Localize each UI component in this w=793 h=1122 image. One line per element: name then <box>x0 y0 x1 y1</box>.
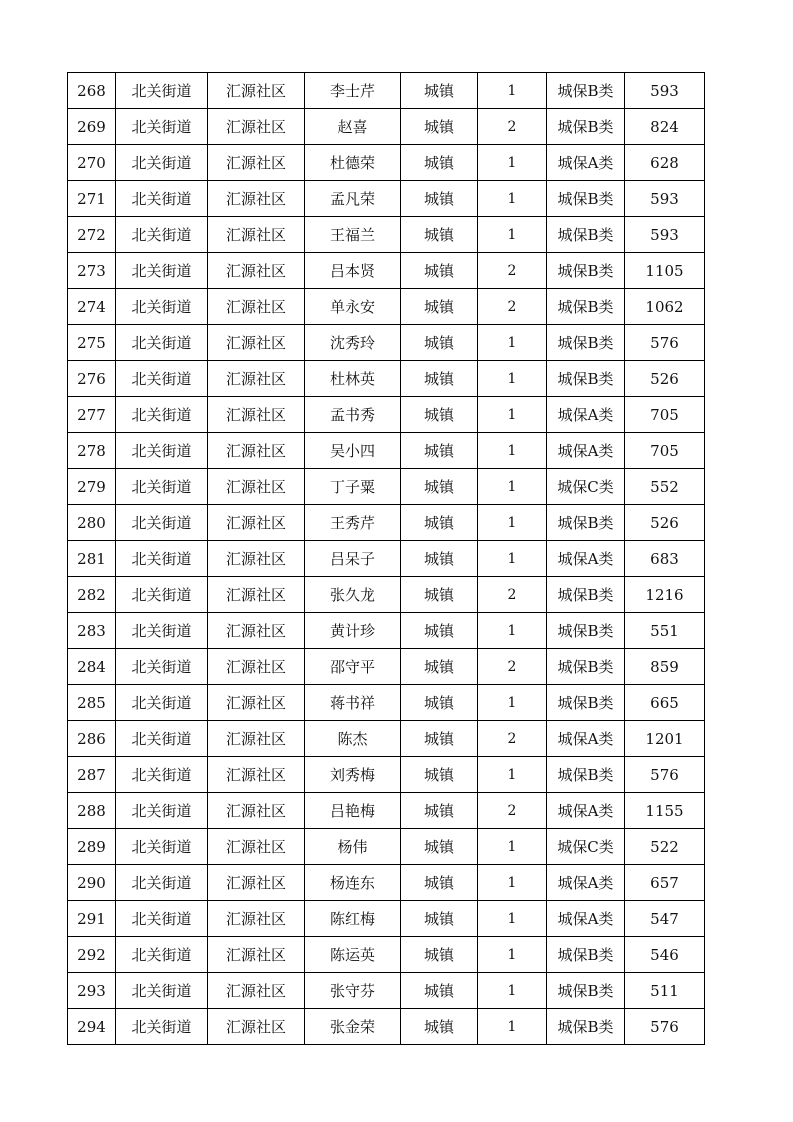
street-cell: 北关街道 <box>116 145 208 181</box>
street-cell: 北关街道 <box>116 253 208 289</box>
amount-cell: 526 <box>625 361 705 397</box>
street-cell: 北关街道 <box>116 577 208 613</box>
table-row <box>68 505 705 541</box>
category-cell: 城保C类 <box>547 469 625 505</box>
amount-cell: 683 <box>625 541 705 577</box>
street-cell: 北关街道 <box>116 1009 208 1045</box>
member-count-cell: 1 <box>478 361 547 397</box>
street-cell: 北关街道 <box>116 757 208 793</box>
member-count-cell: 1 <box>478 505 547 541</box>
row-number: 289 <box>68 829 116 865</box>
amount-cell: 1155 <box>625 793 705 829</box>
row-number: 291 <box>68 901 116 937</box>
name-cell: 黄计珍 <box>305 613 401 649</box>
category-cell: 城保A类 <box>547 433 625 469</box>
name-cell: 吕本贤 <box>305 253 401 289</box>
community-cell: 汇源社区 <box>208 937 305 973</box>
household-type-cell: 城镇 <box>401 865 478 901</box>
street-cell: 北关街道 <box>116 109 208 145</box>
household-type-cell: 城镇 <box>401 793 478 829</box>
category-cell: 城保B类 <box>547 217 625 253</box>
community-cell: 汇源社区 <box>208 73 305 109</box>
household-type-cell: 城镇 <box>401 541 478 577</box>
amount-cell: 859 <box>625 649 705 685</box>
table-row <box>68 109 705 145</box>
household-type-cell: 城镇 <box>401 289 478 325</box>
household-type-cell: 城镇 <box>401 505 478 541</box>
member-count-cell: 1 <box>478 325 547 361</box>
name-cell: 陈红梅 <box>305 901 401 937</box>
table-row <box>68 757 705 793</box>
row-number: 281 <box>68 541 116 577</box>
amount-cell: 551 <box>625 613 705 649</box>
household-type-cell: 城镇 <box>401 73 478 109</box>
community-cell: 汇源社区 <box>208 109 305 145</box>
community-cell: 汇源社区 <box>208 253 305 289</box>
community-cell: 汇源社区 <box>208 757 305 793</box>
name-cell: 陈杰 <box>305 721 401 757</box>
row-number: 279 <box>68 469 116 505</box>
amount-cell: 576 <box>625 1009 705 1045</box>
category-cell: 城保B类 <box>547 577 625 613</box>
household-type-cell: 城镇 <box>401 721 478 757</box>
community-cell: 汇源社区 <box>208 361 305 397</box>
member-count-cell: 2 <box>478 649 547 685</box>
household-type-cell: 城镇 <box>401 325 478 361</box>
amount-cell: 1062 <box>625 289 705 325</box>
table-row <box>68 181 705 217</box>
row-number: 271 <box>68 181 116 217</box>
category-cell: 城保B类 <box>547 937 625 973</box>
community-cell: 汇源社区 <box>208 577 305 613</box>
row-number: 285 <box>68 685 116 721</box>
category-cell: 城保B类 <box>547 361 625 397</box>
row-number: 288 <box>68 793 116 829</box>
table-row <box>68 829 705 865</box>
member-count-cell: 1 <box>478 433 547 469</box>
household-type-cell: 城镇 <box>401 937 478 973</box>
street-cell: 北关街道 <box>116 181 208 217</box>
category-cell: 城保A类 <box>547 397 625 433</box>
amount-cell: 511 <box>625 973 705 1009</box>
amount-cell: 547 <box>625 901 705 937</box>
street-cell: 北关街道 <box>116 865 208 901</box>
category-cell: 城保B类 <box>547 73 625 109</box>
row-number: 274 <box>68 289 116 325</box>
table-row <box>68 685 705 721</box>
table-row <box>68 793 705 829</box>
name-cell: 吕艳梅 <box>305 793 401 829</box>
category-cell: 城保A类 <box>547 901 625 937</box>
table-row <box>68 217 705 253</box>
row-number: 293 <box>68 973 116 1009</box>
amount-cell: 576 <box>625 757 705 793</box>
community-cell: 汇源社区 <box>208 793 305 829</box>
row-number: 287 <box>68 757 116 793</box>
street-cell: 北关街道 <box>116 973 208 1009</box>
category-cell: 城保B类 <box>547 181 625 217</box>
category-cell: 城保B类 <box>547 1009 625 1045</box>
household-type-cell: 城镇 <box>401 109 478 145</box>
name-cell: 沈秀玲 <box>305 325 401 361</box>
name-cell: 张守芬 <box>305 973 401 1009</box>
member-count-cell: 2 <box>478 289 547 325</box>
name-cell: 王秀芹 <box>305 505 401 541</box>
category-cell: 城保A类 <box>547 793 625 829</box>
table-row <box>68 901 705 937</box>
street-cell: 北关街道 <box>116 73 208 109</box>
member-count-cell: 2 <box>478 721 547 757</box>
category-cell: 城保B类 <box>547 109 625 145</box>
street-cell: 北关街道 <box>116 829 208 865</box>
community-cell: 汇源社区 <box>208 613 305 649</box>
table-body <box>68 73 705 1045</box>
amount-cell: 576 <box>625 325 705 361</box>
street-cell: 北关街道 <box>116 361 208 397</box>
amount-cell: 1216 <box>625 577 705 613</box>
name-cell: 杨连东 <box>305 865 401 901</box>
member-count-cell: 1 <box>478 217 547 253</box>
table-row <box>68 253 705 289</box>
name-cell: 杜林英 <box>305 361 401 397</box>
table-row <box>68 397 705 433</box>
table-row <box>68 433 705 469</box>
household-type-cell: 城镇 <box>401 613 478 649</box>
table-row <box>68 541 705 577</box>
community-cell: 汇源社区 <box>208 397 305 433</box>
category-cell: 城保A类 <box>547 145 625 181</box>
member-count-cell: 2 <box>478 793 547 829</box>
community-cell: 汇源社区 <box>208 1009 305 1045</box>
member-count-cell: 1 <box>478 757 547 793</box>
household-type-cell: 城镇 <box>401 685 478 721</box>
amount-cell: 824 <box>625 109 705 145</box>
member-count-cell: 1 <box>478 73 547 109</box>
table-row <box>68 577 705 613</box>
community-cell: 汇源社区 <box>208 505 305 541</box>
row-number: 277 <box>68 397 116 433</box>
household-type-cell: 城镇 <box>401 469 478 505</box>
street-cell: 北关街道 <box>116 469 208 505</box>
table-row <box>68 721 705 757</box>
street-cell: 北关街道 <box>116 541 208 577</box>
category-cell: 城保A类 <box>547 541 625 577</box>
street-cell: 北关街道 <box>116 937 208 973</box>
benefit-table <box>67 72 705 1045</box>
amount-cell: 1201 <box>625 721 705 757</box>
row-number: 290 <box>68 865 116 901</box>
household-type-cell: 城镇 <box>401 253 478 289</box>
street-cell: 北关街道 <box>116 433 208 469</box>
name-cell: 单永安 <box>305 289 401 325</box>
amount-cell: 665 <box>625 685 705 721</box>
street-cell: 北关街道 <box>116 505 208 541</box>
community-cell: 汇源社区 <box>208 289 305 325</box>
row-number: 278 <box>68 433 116 469</box>
category-cell: 城保B类 <box>547 289 625 325</box>
street-cell: 北关街道 <box>116 613 208 649</box>
community-cell: 汇源社区 <box>208 325 305 361</box>
amount-cell: 1105 <box>625 253 705 289</box>
amount-cell: 593 <box>625 217 705 253</box>
name-cell: 王福兰 <box>305 217 401 253</box>
row-number: 268 <box>68 73 116 109</box>
community-cell: 汇源社区 <box>208 433 305 469</box>
member-count-cell: 1 <box>478 397 547 433</box>
household-type-cell: 城镇 <box>401 361 478 397</box>
household-type-cell: 城镇 <box>401 901 478 937</box>
category-cell: 城保A类 <box>547 865 625 901</box>
community-cell: 汇源社区 <box>208 685 305 721</box>
row-number: 273 <box>68 253 116 289</box>
community-cell: 汇源社区 <box>208 181 305 217</box>
row-number: 275 <box>68 325 116 361</box>
table-row <box>68 325 705 361</box>
category-cell: 城保B类 <box>547 505 625 541</box>
amount-cell: 593 <box>625 181 705 217</box>
table-row <box>68 289 705 325</box>
category-cell: 城保B类 <box>547 325 625 361</box>
name-cell: 赵喜 <box>305 109 401 145</box>
member-count-cell: 1 <box>478 145 547 181</box>
row-number: 270 <box>68 145 116 181</box>
household-type-cell: 城镇 <box>401 181 478 217</box>
member-count-cell: 1 <box>478 829 547 865</box>
name-cell: 杨伟 <box>305 829 401 865</box>
row-number: 286 <box>68 721 116 757</box>
member-count-cell: 1 <box>478 613 547 649</box>
category-cell: 城保B类 <box>547 973 625 1009</box>
member-count-cell: 1 <box>478 937 547 973</box>
category-cell: 城保B类 <box>547 685 625 721</box>
street-cell: 北关街道 <box>116 901 208 937</box>
community-cell: 汇源社区 <box>208 541 305 577</box>
row-number: 276 <box>68 361 116 397</box>
table-row <box>68 145 705 181</box>
name-cell: 张金荣 <box>305 1009 401 1045</box>
name-cell: 杜德荣 <box>305 145 401 181</box>
category-cell: 城保B类 <box>547 613 625 649</box>
member-count-cell: 2 <box>478 109 547 145</box>
table-row <box>68 73 705 109</box>
household-type-cell: 城镇 <box>401 217 478 253</box>
name-cell: 陈运英 <box>305 937 401 973</box>
category-cell: 城保C类 <box>547 829 625 865</box>
household-type-cell: 城镇 <box>401 649 478 685</box>
street-cell: 北关街道 <box>116 325 208 361</box>
name-cell: 丁子粟 <box>305 469 401 505</box>
member-count-cell: 1 <box>478 469 547 505</box>
community-cell: 汇源社区 <box>208 865 305 901</box>
street-cell: 北关街道 <box>116 721 208 757</box>
name-cell: 张久龙 <box>305 577 401 613</box>
community-cell: 汇源社区 <box>208 469 305 505</box>
category-cell: 城保B类 <box>547 253 625 289</box>
street-cell: 北关街道 <box>116 685 208 721</box>
community-cell: 汇源社区 <box>208 721 305 757</box>
household-type-cell: 城镇 <box>401 757 478 793</box>
name-cell: 李士芹 <box>305 73 401 109</box>
amount-cell: 593 <box>625 73 705 109</box>
community-cell: 汇源社区 <box>208 217 305 253</box>
amount-cell: 705 <box>625 433 705 469</box>
household-type-cell: 城镇 <box>401 577 478 613</box>
street-cell: 北关街道 <box>116 217 208 253</box>
street-cell: 北关街道 <box>116 397 208 433</box>
amount-cell: 552 <box>625 469 705 505</box>
name-cell: 刘秀梅 <box>305 757 401 793</box>
member-count-cell: 1 <box>478 541 547 577</box>
amount-cell: 522 <box>625 829 705 865</box>
row-number: 292 <box>68 937 116 973</box>
amount-cell: 657 <box>625 865 705 901</box>
table-row <box>68 649 705 685</box>
name-cell: 蒋书祥 <box>305 685 401 721</box>
row-number: 280 <box>68 505 116 541</box>
table-row <box>68 937 705 973</box>
street-cell: 北关街道 <box>116 649 208 685</box>
member-count-cell: 1 <box>478 1009 547 1045</box>
member-count-cell: 1 <box>478 685 547 721</box>
table-row <box>68 973 705 1009</box>
community-cell: 汇源社区 <box>208 145 305 181</box>
amount-cell: 705 <box>625 397 705 433</box>
category-cell: 城保A类 <box>547 721 625 757</box>
street-cell: 北关街道 <box>116 289 208 325</box>
household-type-cell: 城镇 <box>401 829 478 865</box>
member-count-cell: 1 <box>478 865 547 901</box>
community-cell: 汇源社区 <box>208 901 305 937</box>
row-number: 283 <box>68 613 116 649</box>
amount-cell: 628 <box>625 145 705 181</box>
member-count-cell: 1 <box>478 901 547 937</box>
name-cell: 孟书秀 <box>305 397 401 433</box>
community-cell: 汇源社区 <box>208 829 305 865</box>
table-row <box>68 613 705 649</box>
table-row <box>68 469 705 505</box>
table-row <box>68 361 705 397</box>
member-count-cell: 1 <box>478 973 547 1009</box>
amount-cell: 526 <box>625 505 705 541</box>
household-type-cell: 城镇 <box>401 433 478 469</box>
household-type-cell: 城镇 <box>401 1009 478 1045</box>
community-cell: 汇源社区 <box>208 973 305 1009</box>
household-type-cell: 城镇 <box>401 397 478 433</box>
household-type-cell: 城镇 <box>401 145 478 181</box>
row-number: 269 <box>68 109 116 145</box>
table-row <box>68 1009 705 1045</box>
member-count-cell: 2 <box>478 577 547 613</box>
table-row <box>68 865 705 901</box>
name-cell: 孟凡荣 <box>305 181 401 217</box>
household-type-cell: 城镇 <box>401 973 478 1009</box>
row-number: 284 <box>68 649 116 685</box>
community-cell: 汇源社区 <box>208 649 305 685</box>
amount-cell: 546 <box>625 937 705 973</box>
name-cell: 吕呆子 <box>305 541 401 577</box>
member-count-cell: 1 <box>478 181 547 217</box>
category-cell: 城保B类 <box>547 757 625 793</box>
row-number: 282 <box>68 577 116 613</box>
row-number: 272 <box>68 217 116 253</box>
name-cell: 邵守平 <box>305 649 401 685</box>
category-cell: 城保B类 <box>547 649 625 685</box>
street-cell: 北关街道 <box>116 793 208 829</box>
member-count-cell: 2 <box>478 253 547 289</box>
row-number: 294 <box>68 1009 116 1045</box>
name-cell: 吴小四 <box>305 433 401 469</box>
